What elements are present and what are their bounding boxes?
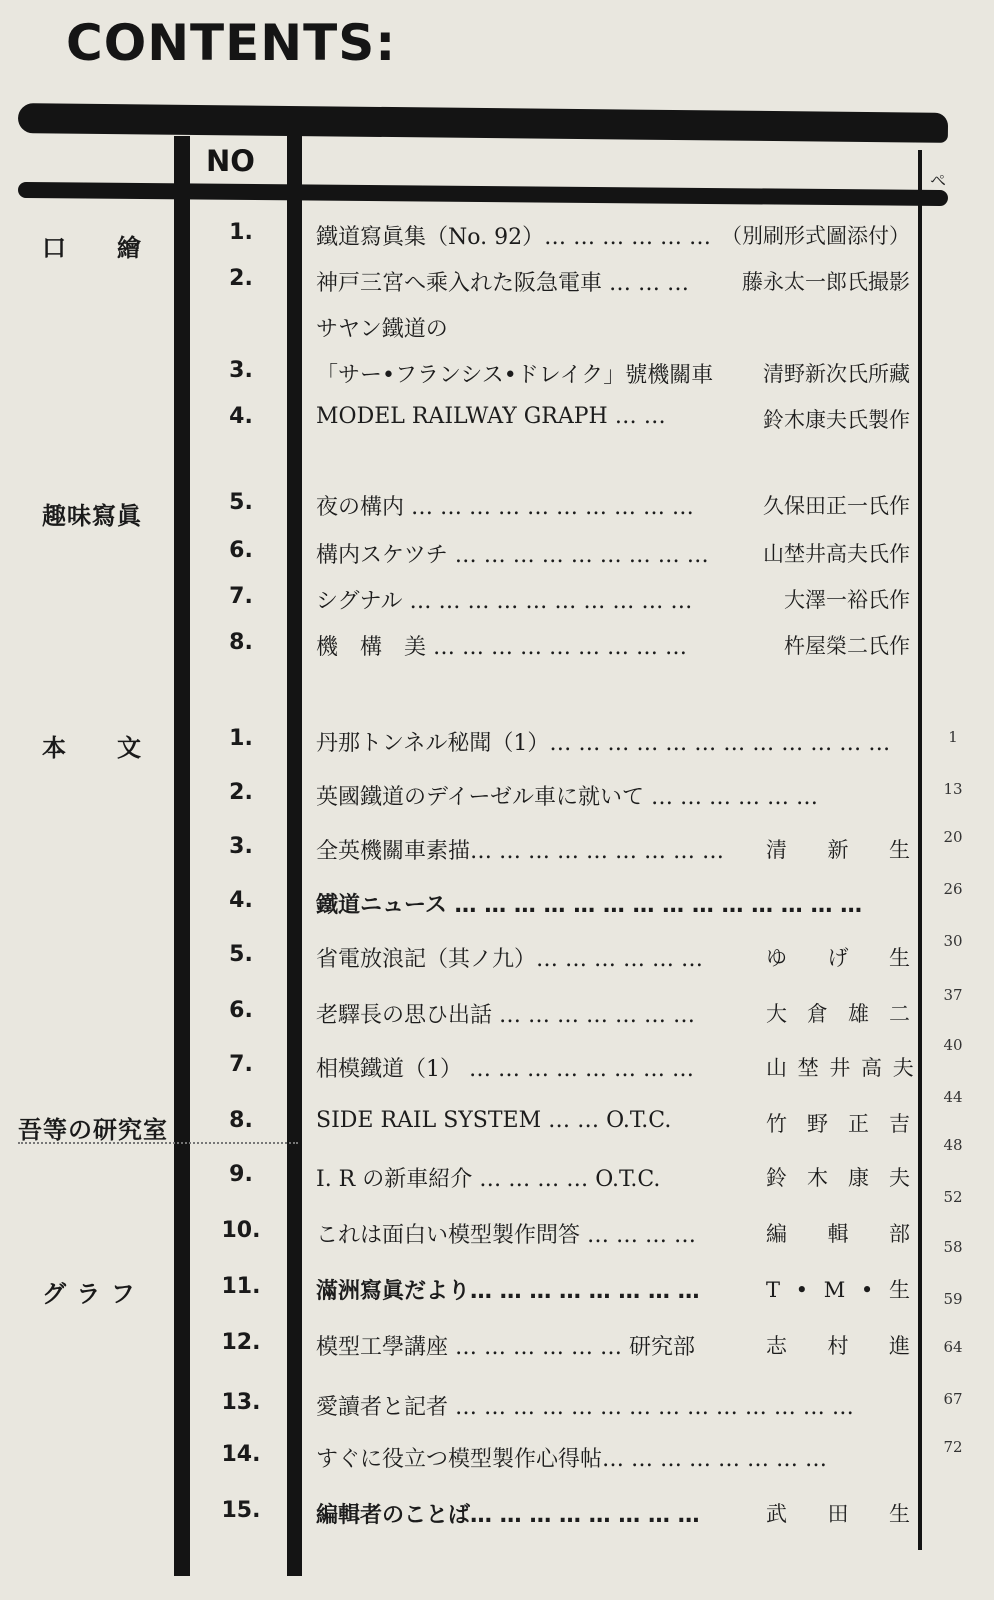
entry-title: I. R の新車紹介 … … … … O.T.C. <box>316 1167 661 1192</box>
entry-number: 11. <box>221 1274 261 1299</box>
page-number: 58 <box>943 1238 963 1256</box>
section-label: 吾等の研究室 <box>18 1116 168 1144</box>
contents-row <box>0 220 994 260</box>
page-number: 37 <box>943 986 963 1004</box>
entry-credit: 志 村 進 <box>766 1334 912 1358</box>
entry-title: 機 構 美 … … … … … … … … … <box>316 635 687 660</box>
contents-row <box>0 942 994 982</box>
entry-credit: T • M • 生 <box>766 1278 912 1302</box>
entry-title: 神戸三宮へ乘入れた阪急電車 … … … <box>316 271 689 296</box>
section-label: 本 文 <box>42 734 142 762</box>
contents-row <box>0 1330 994 1370</box>
entry-credit: 山 埜 井 高 夫 <box>766 1056 916 1080</box>
contents-row <box>0 1108 994 1148</box>
contents-row <box>0 834 994 874</box>
entry-credit: 清 新 生 <box>766 838 912 862</box>
contents-row <box>0 726 994 766</box>
entry-title: これは面白い模型製作問答 … … … … <box>316 1223 696 1248</box>
contents-row <box>0 538 994 578</box>
contents-row <box>0 358 994 398</box>
header-rule <box>18 182 948 206</box>
entry-title: 愛讀者と記者 … … … … … … … … … … … … … … <box>316 1395 854 1420</box>
entry-title: 全英機關車素描… … … … … … … … … <box>316 839 724 864</box>
entry-note: 藤永太一郎氏撮影 <box>742 270 910 294</box>
page-number: 40 <box>943 1036 963 1054</box>
entry-number: 6. <box>229 998 253 1023</box>
entry-number: 5. <box>229 942 253 967</box>
section-label: グ ラ フ <box>42 1280 136 1308</box>
contents-row <box>0 266 994 306</box>
page-number: 13 <box>943 780 963 798</box>
entry-title: 編輯者のことば… … … … … … … … <box>316 1503 700 1528</box>
entry-number: 1. <box>229 726 253 751</box>
entry-number: 9. <box>229 1162 253 1187</box>
entry-number: 1. <box>229 220 253 245</box>
entry-title: SIDE RAIL SYSTEM … … O.T.C. <box>316 1108 672 1133</box>
entry-credit: 竹 野 正 吉 <box>766 1112 912 1136</box>
contents-row <box>0 490 994 530</box>
contents-row <box>0 1162 994 1202</box>
number-column-header: NO <box>206 144 255 178</box>
contents-row <box>0 630 994 670</box>
contents-row <box>0 1274 994 1314</box>
page-title: CONTENTS: <box>66 14 397 72</box>
entry-note: 鈴木康夫氏製作 <box>763 408 910 432</box>
entry-credit: 鈴 木 康 夫 <box>766 1166 912 1190</box>
contents-row <box>0 584 994 624</box>
entry-credit: 大 倉 雄 二 <box>766 1002 912 1026</box>
entry-note: 山埜井高夫氏作 <box>763 542 910 566</box>
entry-note: （別刷形式圖添付） <box>721 224 910 248</box>
entry-number: 6. <box>229 538 253 563</box>
contents-row <box>0 1390 994 1430</box>
contents-row <box>0 1052 994 1092</box>
entry-number: 15. <box>221 1498 261 1523</box>
entry-title: 相模鐵道（1） … … … … … … … … <box>316 1057 694 1082</box>
entry-number: 12. <box>221 1330 261 1355</box>
entry-number: 14. <box>221 1442 261 1467</box>
entry-number: 8. <box>229 630 253 655</box>
page-number: 72 <box>943 1438 963 1456</box>
entry-title: 構内スケツチ … … … … … … … … … <box>316 543 709 568</box>
entry-title: 英國鐵道のデイーゼル車に就いて … … … … … … <box>316 785 818 810</box>
entry-title: 鐵道ニュース … … … … … … … … … … … … … … <box>316 893 863 918</box>
page-number: 59 <box>943 1290 963 1308</box>
contents-row <box>0 888 994 928</box>
entry-title: MODEL RAILWAY GRAPH … … <box>316 404 666 429</box>
page-number: 26 <box>943 880 963 898</box>
entry-number: 2. <box>229 266 253 291</box>
page-number: 67 <box>943 1390 963 1408</box>
page-number: 30 <box>943 932 963 950</box>
entry-number: 4. <box>229 888 253 913</box>
entry-title: 丹那トンネル秘聞（1）… … … … … … … … … … … … <box>316 731 891 756</box>
contents-row <box>0 312 994 352</box>
entry-number: 3. <box>229 358 253 383</box>
entry-credit: 編 輯 部 <box>766 1222 912 1246</box>
entry-number: 4. <box>229 404 253 429</box>
entry-title: 省電放浪記（其ノ九）… … … … … … <box>316 947 703 972</box>
entry-title: 夜の構内 … … … … … … … … … … <box>316 495 694 520</box>
section-label: 口 繪 <box>42 234 142 262</box>
entry-number: 13. <box>221 1390 261 1415</box>
entry-number: 3. <box>229 834 253 859</box>
entry-title: すぐに役立つ模型製作心得帖… … … … … … … … <box>316 1447 827 1472</box>
entry-title: 滿洲寫眞だより… … … … … … … … <box>316 1279 700 1304</box>
entry-title: サヤン鐵道の <box>316 317 448 342</box>
contents-row <box>0 998 994 1038</box>
page-number: 52 <box>943 1188 963 1206</box>
entry-credit: ゆ げ 生 <box>766 946 912 970</box>
entry-credit: 武 田 生 <box>766 1502 912 1526</box>
top-rule <box>18 103 948 143</box>
entry-note: 久保田正一氏作 <box>763 494 910 518</box>
entry-number: 7. <box>229 584 253 609</box>
entry-number: 10. <box>221 1218 261 1243</box>
page-number: 64 <box>943 1338 963 1356</box>
page-number: 44 <box>943 1088 963 1106</box>
entry-title: 鐵道寫眞集（No. 92）… … … … … … <box>316 225 712 250</box>
entry-title: 老驛長の思ひ出話 … … … … … … … <box>316 1003 695 1028</box>
entry-title: 模型工學講座 … … … … … … 研究部 <box>316 1335 695 1360</box>
entry-note: 杵屋榮二氏作 <box>784 634 910 658</box>
page-number: 1 <box>948 728 958 746</box>
page-number: 48 <box>943 1136 963 1154</box>
contents-row <box>0 1498 994 1538</box>
contents-row <box>0 404 994 444</box>
contents-row <box>0 1442 994 1482</box>
contents-row <box>0 1218 994 1258</box>
entry-number: 5. <box>229 490 253 515</box>
entry-number: 7. <box>229 1052 253 1077</box>
entry-title: シグナル … … … … … … … … … … <box>316 589 693 614</box>
entry-number: 2. <box>229 780 253 805</box>
section-label: 趣味寫眞 <box>42 502 142 530</box>
entry-note: 清野新次氏所藏 <box>763 362 910 386</box>
page-column-header: ペ <box>930 171 947 190</box>
entry-title: 「サー•フランシス•ドレイク」號機關車 <box>316 363 714 388</box>
page-number: 20 <box>943 828 963 846</box>
entry-note: 大澤一裕氏作 <box>784 588 910 612</box>
contents-row <box>0 780 994 820</box>
entry-number: 8. <box>229 1108 253 1133</box>
